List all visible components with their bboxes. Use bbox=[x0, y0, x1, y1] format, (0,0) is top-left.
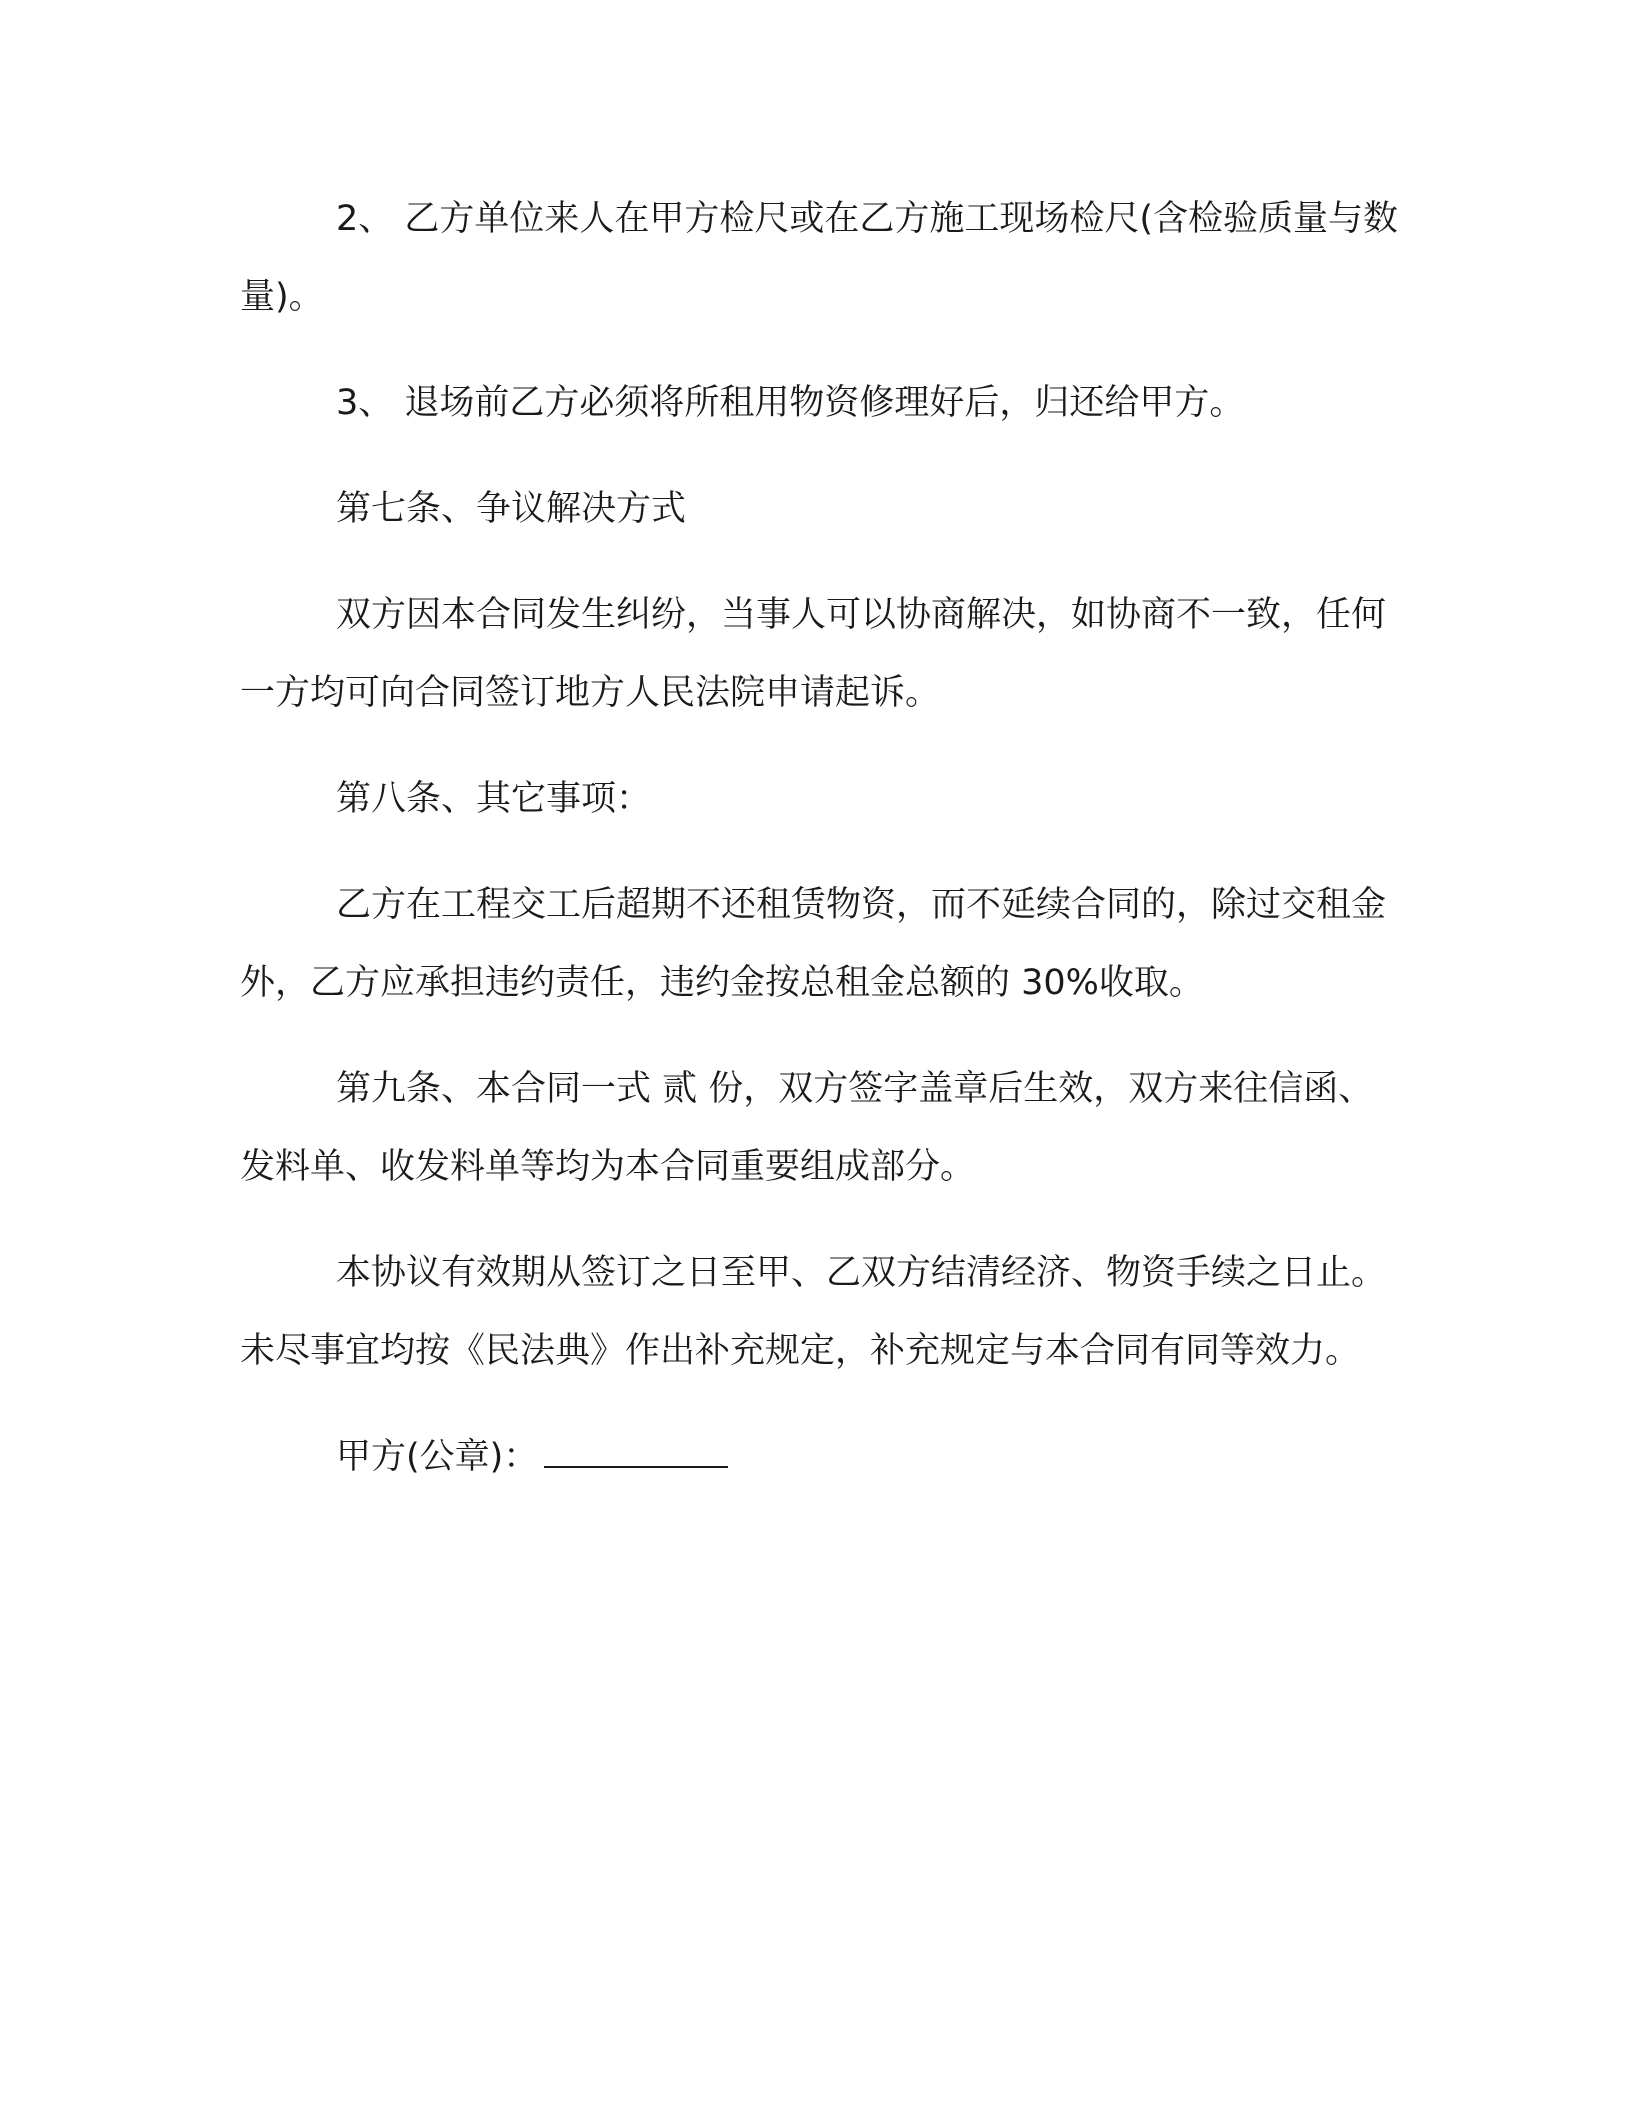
party-a-signature-label: 甲方(公章)： bbox=[336, 1437, 539, 1477]
article-7-body: 双方因本合同发生纠纷，当事人可以协商解决，如协商不一致，任何一方均可向合同签订地方人民法院申请起诉。 bbox=[240, 595, 1387, 713]
article-8-heading: 第八条、其它事项： bbox=[336, 779, 652, 819]
validity-paragraph: 本协议有效期从签订之日至甲、乙双方结清经济、物资手续之日止。未尽事宜均按《民法典》作出补充规定，补充规定与本合同有同等效力。 bbox=[240, 1253, 1387, 1371]
clause-3-return: 3、 退场前乙方必须将所租用物资修理好后，归还给甲方。 bbox=[336, 383, 1245, 423]
signature-blank-line bbox=[544, 1426, 728, 1468]
article-9-body: 第九条、本合同一式 贰 份，双方签字盖章后生效，双方来往信函、发料单、收发料单等均为本合同重要组成部分。 bbox=[240, 1069, 1374, 1187]
clause-2-inspection: 2、 乙方单位来人在甲方检尺或在乙方施工现场检尺(含检验质量与数量)。 bbox=[240, 199, 1399, 317]
document-page bbox=[240, 180, 1400, 1524]
article-8-body: 乙方在工程交工后超期不还租赁物资，而不延续合同的，除过交租金外，乙方应承担违约责任，违约金按总租金总额的 30%收取。 bbox=[240, 885, 1387, 1003]
party-a-signature bbox=[240, 1418, 1400, 1496]
article-7-heading: 第七条、争议解决方式 bbox=[336, 489, 687, 529]
